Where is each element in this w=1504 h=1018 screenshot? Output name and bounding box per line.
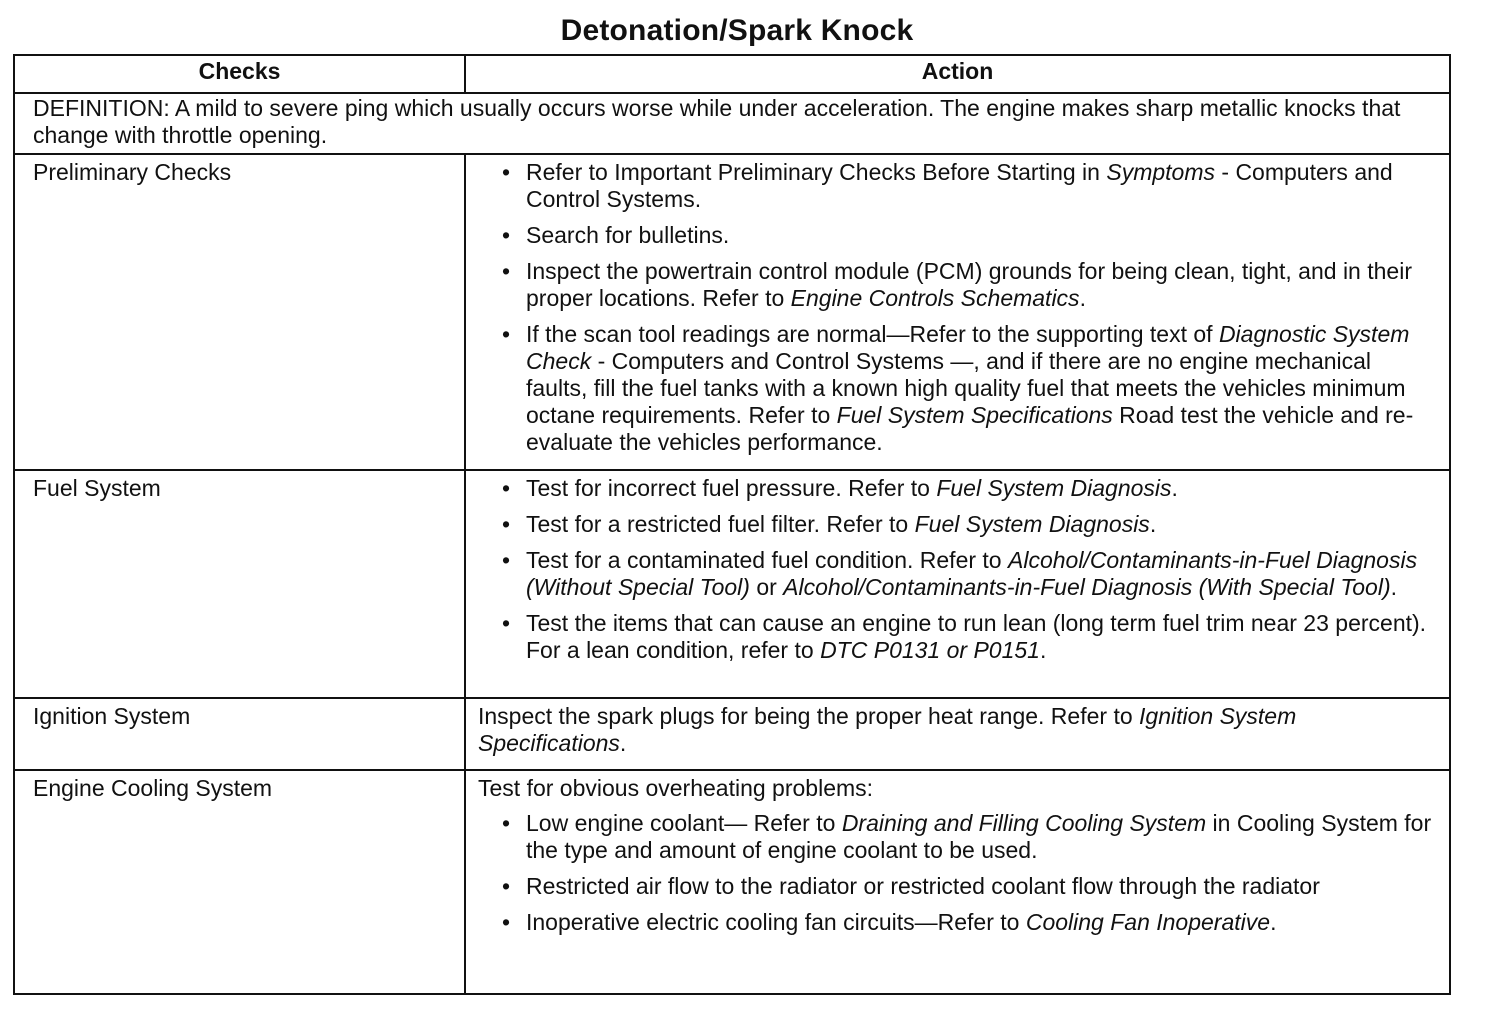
reference-link-text: Alcohol/Contaminants-in-Fuel Diagnosis (Without Special Tool) xyxy=(526,547,1418,600)
text-segment: . xyxy=(1039,637,1047,663)
text-segment: - Computers and Control Systems. xyxy=(526,159,1393,212)
table-row xyxy=(14,154,1450,470)
action-list xyxy=(478,475,1435,664)
text-segment: . xyxy=(619,730,627,756)
action-cell xyxy=(465,770,1450,994)
text-segment: Test for incorrect fuel pressure. Refer to xyxy=(526,475,937,501)
action-cell xyxy=(465,470,1450,698)
action-cell xyxy=(465,698,1450,770)
reference-link-text: Fuel System Diagnosis xyxy=(914,511,1150,537)
list-item xyxy=(526,258,1435,312)
reference-link-text: Diagnostic System Check xyxy=(526,321,1410,374)
action-intro xyxy=(478,703,1435,757)
list-item xyxy=(526,222,1435,249)
action-list xyxy=(478,159,1435,456)
definition-text: DEFINITION: A mild to severe ping which usually occurs worse while under acceleration. The engine makes sharp metallic knocks that change with throttle opening. xyxy=(14,93,1450,154)
checks-header: Checks xyxy=(14,55,465,93)
text-segment: . xyxy=(1171,475,1178,501)
check-label: Fuel System xyxy=(14,470,465,698)
list-item xyxy=(526,511,1435,538)
text-segment: Inspect the powertrain control module (PCM) grounds for being clean, tight, and in their proper locations. Refer to xyxy=(526,258,1412,311)
text-segment: Search for bulletins. xyxy=(526,222,730,248)
table-row xyxy=(14,770,1450,994)
text-segment: or xyxy=(749,574,784,600)
text-segment: Test for a restricted fuel filter. Refer to xyxy=(526,511,915,537)
text-segment: Inspect the spark plugs for being the proper heat range. Refer to xyxy=(478,703,1140,729)
check-label: Engine Cooling System xyxy=(14,770,465,994)
header-row xyxy=(14,55,1450,93)
list-item xyxy=(526,475,1435,502)
text-segment: . xyxy=(1390,574,1397,600)
list-item xyxy=(526,321,1435,456)
list-item xyxy=(526,873,1435,900)
check-label: Preliminary Checks xyxy=(14,154,465,470)
text-segment: Low engine coolant— Refer to xyxy=(526,810,842,836)
reference-link-text: Alcohol/Contaminants-in-Fuel Diagnosis (With Special Tool) xyxy=(783,574,1391,600)
list-item xyxy=(526,159,1435,213)
text-segment: Road test the vehicle and re-evaluate the vehicles performance. xyxy=(526,402,1414,455)
action-cell xyxy=(465,154,1450,470)
text-segment: Test for a contaminated fuel condition. Refer to xyxy=(526,547,1008,573)
table-row xyxy=(14,698,1450,770)
text-segment: - Computers and Control Systems —, and if there are no engine mechanical faults, fill the fuel tanks with a known high quality fuel that meets the vehicles minimum octane requirements. Refer to xyxy=(526,348,1406,428)
text-segment: Test for obvious overheating problems: xyxy=(478,775,874,801)
reference-link-text: Fuel System Diagnosis xyxy=(936,475,1172,501)
definition-row xyxy=(14,93,1450,154)
reference-link-text: Draining and Filling Cooling System xyxy=(841,810,1207,836)
reference-link-text: Fuel System Specifications xyxy=(836,402,1113,428)
reference-link-text: Engine Controls Schematics xyxy=(790,285,1080,311)
action-intro xyxy=(478,775,1435,802)
reference-link-text: DTC P0131 or P0151 xyxy=(820,637,1040,663)
action-header: Action xyxy=(465,55,1450,93)
reference-link-text: Symptoms xyxy=(1106,159,1215,185)
table-row xyxy=(14,470,1450,698)
text-segment: Refer to Important Preliminary Checks Before Starting in xyxy=(526,159,1107,185)
text-segment: Test the items that can cause an engine to run lean (long term fuel trim near 23 percent). For a lean condition, refer to xyxy=(526,610,1427,663)
page-title: Detonation/Spark Knock xyxy=(560,14,914,47)
text-segment: Inoperative electric cooling fan circuits—Refer to xyxy=(526,909,1026,935)
text-segment: If the scan tool readings are normal—Refer to the supporting text of xyxy=(526,321,1219,347)
check-label: Ignition System xyxy=(14,698,465,770)
text-segment: in Cooling System for the type and amount of engine coolant to be used. xyxy=(526,810,1432,863)
text-segment: . xyxy=(1270,909,1277,935)
reference-link-text: Cooling Fan Inoperative xyxy=(1025,909,1271,935)
reference-link-text: Ignition System Specifications xyxy=(478,703,1297,756)
text-segment: Restricted air flow to the radiator or restricted coolant flow through the radiator xyxy=(526,873,1320,899)
action-list xyxy=(478,810,1435,936)
text-segment: . xyxy=(1079,285,1086,311)
list-item xyxy=(526,547,1435,601)
diagnosis-table xyxy=(13,54,1451,995)
list-item xyxy=(526,909,1435,936)
list-item xyxy=(526,610,1435,664)
text-segment: . xyxy=(1149,511,1157,537)
list-item xyxy=(526,810,1435,864)
